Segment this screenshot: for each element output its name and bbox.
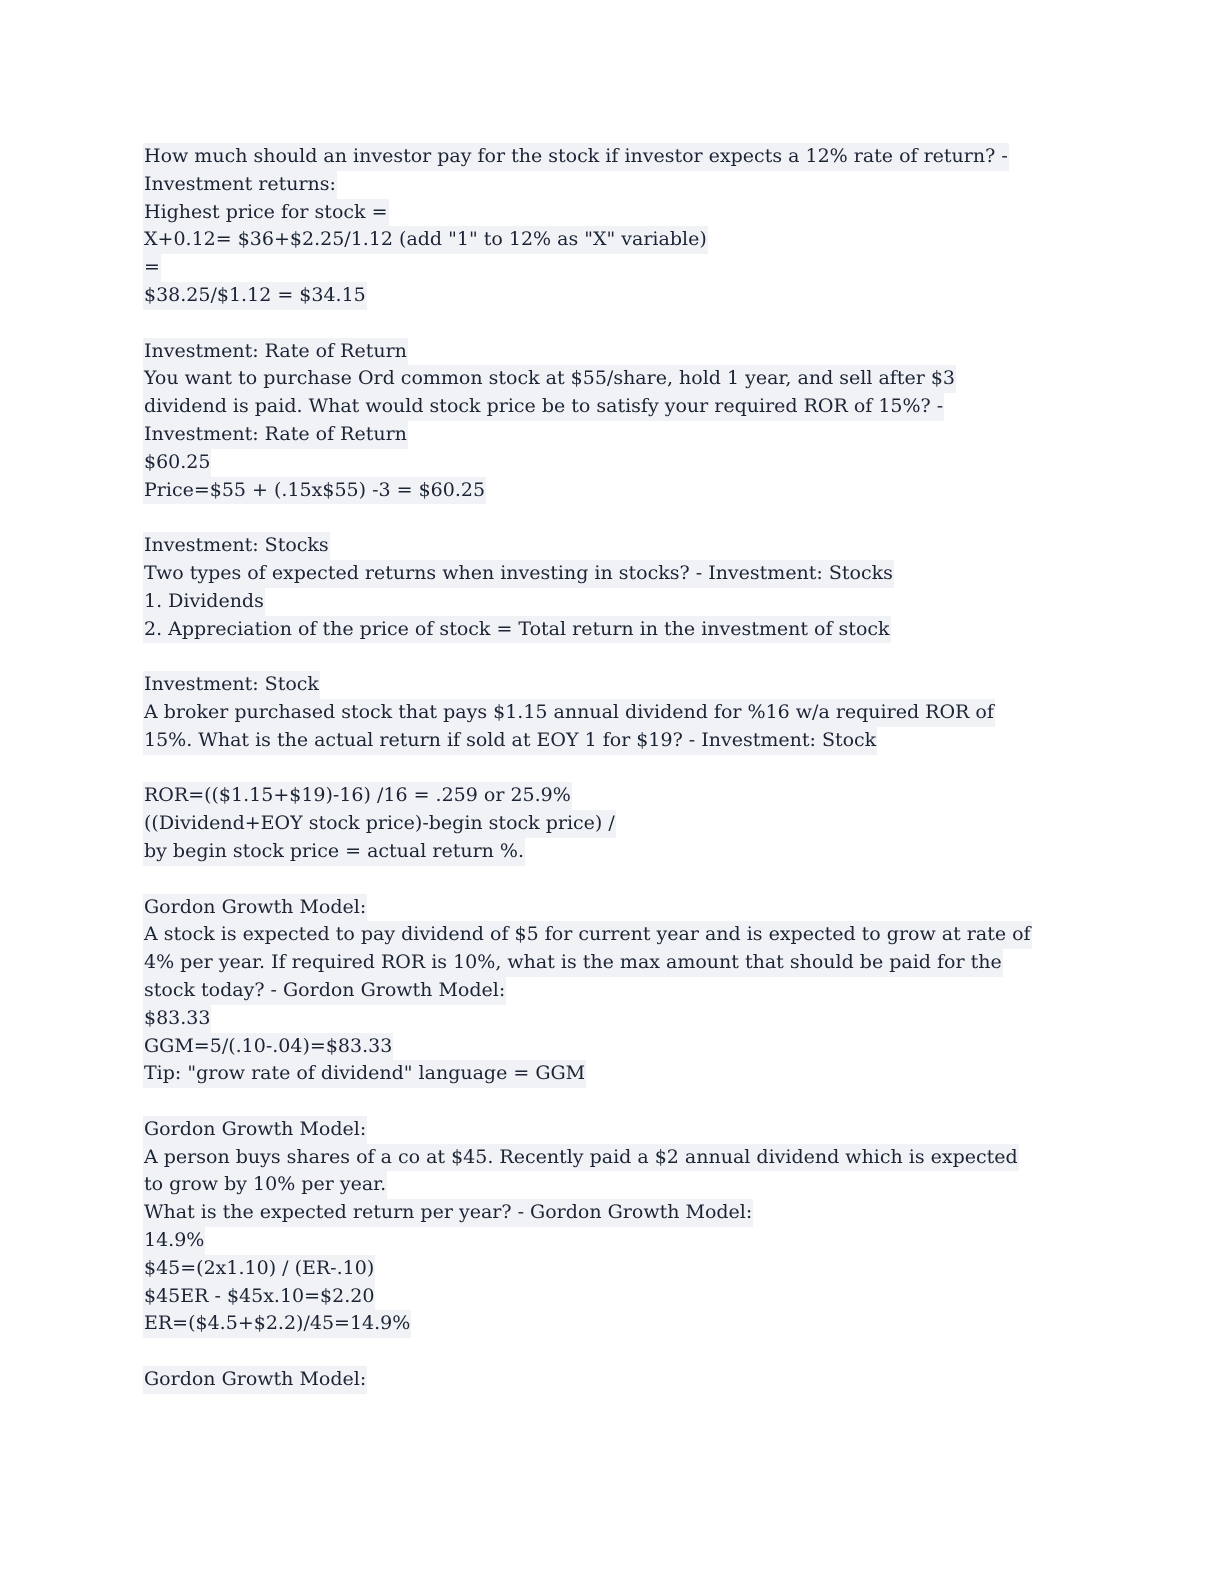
text-span: ROR=(($1.15+$19)-16) /16 = .259 or 25.9% xyxy=(143,782,572,810)
text-line xyxy=(143,449,1083,477)
text-span: Investment: Stock xyxy=(143,671,320,699)
text-span: $83.33 xyxy=(143,1005,211,1033)
text-span: $45=(2x1.10) / (ER-.10) xyxy=(143,1255,375,1283)
text-span: Investment: Rate of Return xyxy=(143,421,408,449)
text-line xyxy=(143,949,1083,977)
text-line xyxy=(143,727,1083,755)
text-line xyxy=(143,282,1083,310)
block-spacer xyxy=(143,866,1083,894)
text-span: = xyxy=(143,254,161,282)
qa-block xyxy=(143,1366,1083,1394)
block-spacer xyxy=(143,504,1083,532)
text-span: $38.25/$1.12 = $34.15 xyxy=(143,282,367,310)
text-line xyxy=(143,254,1083,282)
text-span: 15%. What is the actual return if sold at EOY 1 for $19? - Investment: Stock xyxy=(143,727,877,755)
document-body xyxy=(143,143,1083,1394)
text-line xyxy=(143,1227,1083,1255)
text-line xyxy=(143,838,1083,866)
text-span: Highest price for stock = xyxy=(143,199,389,227)
text-line xyxy=(143,1199,1083,1227)
text-line xyxy=(143,810,1083,838)
text-line xyxy=(143,393,1083,421)
text-line xyxy=(143,365,1083,393)
text-line xyxy=(143,1060,1083,1088)
text-span: $45ER - $45x.10=$2.20 xyxy=(143,1283,375,1311)
text-span: Investment: Stocks xyxy=(143,532,330,560)
text-span: How much should an investor pay for the stock if investor expects a 12% rate of return? - xyxy=(143,143,1009,171)
text-line xyxy=(143,560,1083,588)
text-line xyxy=(143,1144,1083,1172)
block-spacer xyxy=(143,643,1083,671)
text-line xyxy=(143,1283,1083,1311)
text-line xyxy=(143,199,1083,227)
text-line xyxy=(143,1171,1083,1199)
text-line xyxy=(143,171,1083,199)
text-line xyxy=(143,671,1083,699)
text-span: Gordon Growth Model: xyxy=(143,894,367,922)
text-span: X+0.12= $36+$2.25/1.12 (add "1" to 12% as "X" variable) xyxy=(143,226,708,254)
qa-block xyxy=(143,1116,1083,1338)
text-span: A stock is expected to pay dividend of $5 for current year and is expected to grow at rate of xyxy=(143,921,1032,949)
text-span: Two types of expected returns when investing in stocks? - Investment: Stocks xyxy=(143,560,894,588)
text-line xyxy=(143,894,1083,922)
text-span: A person buys shares of a co at $45. Recently paid a $2 annual dividend which is expected xyxy=(143,1144,1019,1172)
text-span: Gordon Growth Model: xyxy=(143,1116,367,1144)
text-line xyxy=(143,1033,1083,1061)
text-span: A broker purchased stock that pays $1.15 annual dividend for %16 w/a required ROR of xyxy=(143,699,995,727)
text-line xyxy=(143,1116,1083,1144)
text-line xyxy=(143,1310,1083,1338)
line-spacer xyxy=(143,755,1083,783)
text-line xyxy=(143,616,1083,644)
text-span: by begin stock price = actual return %. xyxy=(143,838,525,866)
block-spacer xyxy=(143,310,1083,338)
qa-block xyxy=(143,671,1083,866)
qa-block xyxy=(143,894,1083,1089)
text-span: GGM=5/(.10-.04)=$83.33 xyxy=(143,1033,393,1061)
text-span: stock today? - Gordon Growth Model: xyxy=(143,977,506,1005)
block-spacer xyxy=(143,1338,1083,1366)
text-line xyxy=(143,532,1083,560)
text-line xyxy=(143,588,1083,616)
text-line xyxy=(143,977,1083,1005)
text-line xyxy=(143,1366,1083,1394)
qa-block xyxy=(143,532,1083,643)
text-line xyxy=(143,421,1083,449)
text-span: to grow by 10% per year. xyxy=(143,1171,387,1199)
text-span: ((Dividend+EOY stock price)-begin stock price) / xyxy=(143,810,616,838)
text-line xyxy=(143,477,1083,505)
text-line xyxy=(143,699,1083,727)
text-span: 14.9% xyxy=(143,1227,205,1255)
text-span: 4% per year. If required ROR is 10%, what is the max amount that should be paid for the xyxy=(143,949,1003,977)
text-span: Price=$55 + (.15x$55) -3 = $60.25 xyxy=(143,477,486,505)
text-line xyxy=(143,143,1083,171)
text-span: What is the expected return per year? - Gordon Growth Model: xyxy=(143,1199,753,1227)
text-span: Gordon Growth Model: xyxy=(143,1366,367,1394)
text-line xyxy=(143,1005,1083,1033)
text-span: 2. Appreciation of the price of stock = Total return in the investment of stock xyxy=(143,616,891,644)
text-span: ER=($4.5+$2.2)/45=14.9% xyxy=(143,1310,411,1338)
text-line xyxy=(143,782,1083,810)
block-spacer xyxy=(143,1088,1083,1116)
text-span: Investment returns: xyxy=(143,171,337,199)
text-span: dividend is paid. What would stock price be to satisfy your required ROR of 15%? - xyxy=(143,393,944,421)
qa-block xyxy=(143,143,1083,310)
text-line xyxy=(143,338,1083,366)
text-span: Tip: "grow rate of dividend" language = GGM xyxy=(143,1060,586,1088)
qa-block xyxy=(143,338,1083,505)
text-span: 1. Dividends xyxy=(143,588,265,616)
text-span: You want to purchase Ord common stock at $55/share, hold 1 year, and sell after $3 xyxy=(143,365,956,393)
text-line xyxy=(143,921,1083,949)
text-line xyxy=(143,226,1083,254)
text-line xyxy=(143,1255,1083,1283)
text-span: $60.25 xyxy=(143,449,211,477)
text-span: Investment: Rate of Return xyxy=(143,338,408,366)
